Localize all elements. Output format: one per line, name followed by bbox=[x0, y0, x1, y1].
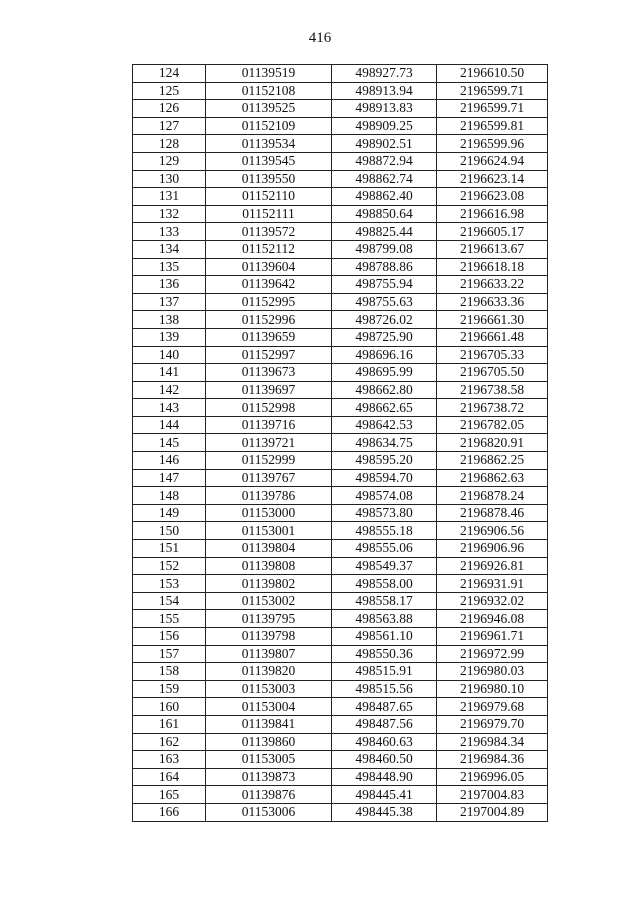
y-coordinate-cell: 2196633.22 bbox=[437, 276, 548, 294]
point-id-cell: 01153005 bbox=[206, 751, 332, 769]
x-coordinate-cell: 498558.00 bbox=[332, 575, 437, 593]
y-coordinate-cell: 2196599.81 bbox=[437, 117, 548, 135]
table-row bbox=[133, 522, 548, 540]
x-coordinate-cell: 498487.65 bbox=[332, 698, 437, 716]
table-row bbox=[133, 504, 548, 522]
x-coordinate-cell: 498825.44 bbox=[332, 223, 437, 241]
point-number-cell: 130 bbox=[133, 170, 206, 188]
x-coordinate-cell: 498696.16 bbox=[332, 346, 437, 364]
table-row bbox=[133, 628, 548, 646]
x-coordinate-cell: 498594.70 bbox=[332, 469, 437, 487]
x-coordinate-cell: 498487.56 bbox=[332, 715, 437, 733]
point-number-cell: 133 bbox=[133, 223, 206, 241]
x-coordinate-cell: 498555.06 bbox=[332, 540, 437, 558]
y-coordinate-cell: 2196979.68 bbox=[437, 698, 548, 716]
point-id-cell: 01139550 bbox=[206, 170, 332, 188]
table-row bbox=[133, 364, 548, 382]
point-id-cell: 01152108 bbox=[206, 82, 332, 100]
point-id-cell: 01139873 bbox=[206, 768, 332, 786]
point-number-cell: 140 bbox=[133, 346, 206, 364]
table-row bbox=[133, 293, 548, 311]
point-number-cell: 160 bbox=[133, 698, 206, 716]
point-number-cell: 164 bbox=[133, 768, 206, 786]
point-number-cell: 161 bbox=[133, 715, 206, 733]
table-row bbox=[133, 381, 548, 399]
table-row bbox=[133, 803, 548, 821]
point-number-cell: 148 bbox=[133, 487, 206, 505]
table-row bbox=[133, 82, 548, 100]
point-id-cell: 01139716 bbox=[206, 416, 332, 434]
table-row bbox=[133, 645, 548, 663]
point-id-cell: 01139534 bbox=[206, 135, 332, 153]
x-coordinate-cell: 498725.90 bbox=[332, 328, 437, 346]
point-id-cell: 01139876 bbox=[206, 786, 332, 804]
point-id-cell: 01139798 bbox=[206, 628, 332, 646]
x-coordinate-cell: 498460.63 bbox=[332, 733, 437, 751]
point-number-cell: 151 bbox=[133, 540, 206, 558]
y-coordinate-cell: 2196906.56 bbox=[437, 522, 548, 540]
point-number-cell: 125 bbox=[133, 82, 206, 100]
y-coordinate-cell: 2196862.25 bbox=[437, 452, 548, 470]
y-coordinate-cell: 2196618.18 bbox=[437, 258, 548, 276]
table-row bbox=[133, 65, 548, 83]
point-number-cell: 138 bbox=[133, 311, 206, 329]
point-number-cell: 162 bbox=[133, 733, 206, 751]
x-coordinate-cell: 498515.56 bbox=[332, 680, 437, 698]
point-id-cell: 01139519 bbox=[206, 65, 332, 83]
y-coordinate-cell: 2197004.89 bbox=[437, 803, 548, 821]
x-coordinate-cell: 498862.40 bbox=[332, 188, 437, 206]
y-coordinate-cell: 2196862.63 bbox=[437, 469, 548, 487]
x-coordinate-cell: 498448.90 bbox=[332, 768, 437, 786]
point-id-cell: 01139642 bbox=[206, 276, 332, 294]
y-coordinate-cell: 2196623.08 bbox=[437, 188, 548, 206]
point-number-cell: 132 bbox=[133, 205, 206, 223]
x-coordinate-cell: 498550.36 bbox=[332, 645, 437, 663]
y-coordinate-cell: 2196599.71 bbox=[437, 100, 548, 118]
y-coordinate-cell: 2196946.08 bbox=[437, 610, 548, 628]
point-id-cell: 01139545 bbox=[206, 152, 332, 170]
x-coordinate-cell: 498862.74 bbox=[332, 170, 437, 188]
point-number-cell: 154 bbox=[133, 592, 206, 610]
y-coordinate-cell: 2196605.17 bbox=[437, 223, 548, 241]
table-row bbox=[133, 469, 548, 487]
point-id-cell: 01139795 bbox=[206, 610, 332, 628]
point-number-cell: 129 bbox=[133, 152, 206, 170]
point-number-cell: 141 bbox=[133, 364, 206, 382]
y-coordinate-cell: 2196633.36 bbox=[437, 293, 548, 311]
point-number-cell: 126 bbox=[133, 100, 206, 118]
point-id-cell: 01139820 bbox=[206, 663, 332, 681]
y-coordinate-cell: 2196931.91 bbox=[437, 575, 548, 593]
x-coordinate-cell: 498902.51 bbox=[332, 135, 437, 153]
point-id-cell: 01152111 bbox=[206, 205, 332, 223]
point-number-cell: 152 bbox=[133, 557, 206, 575]
point-id-cell: 01152110 bbox=[206, 188, 332, 206]
point-id-cell: 01139841 bbox=[206, 715, 332, 733]
x-coordinate-cell: 498755.94 bbox=[332, 276, 437, 294]
point-number-cell: 127 bbox=[133, 117, 206, 135]
table-row bbox=[133, 399, 548, 417]
point-number-cell: 150 bbox=[133, 522, 206, 540]
point-id-cell: 01152109 bbox=[206, 117, 332, 135]
y-coordinate-cell: 2196661.30 bbox=[437, 311, 548, 329]
table-row bbox=[133, 258, 548, 276]
point-id-cell: 01153001 bbox=[206, 522, 332, 540]
x-coordinate-cell: 498642.53 bbox=[332, 416, 437, 434]
y-coordinate-cell: 2196705.50 bbox=[437, 364, 548, 382]
x-coordinate-cell: 498561.10 bbox=[332, 628, 437, 646]
y-coordinate-cell: 2196932.02 bbox=[437, 592, 548, 610]
table-body bbox=[133, 65, 548, 822]
x-coordinate-cell: 498549.37 bbox=[332, 557, 437, 575]
y-coordinate-cell: 2196613.67 bbox=[437, 240, 548, 258]
point-id-cell: 01153002 bbox=[206, 592, 332, 610]
point-number-cell: 135 bbox=[133, 258, 206, 276]
point-id-cell: 01139525 bbox=[206, 100, 332, 118]
point-number-cell: 166 bbox=[133, 803, 206, 821]
x-coordinate-cell: 498558.17 bbox=[332, 592, 437, 610]
point-id-cell: 01153006 bbox=[206, 803, 332, 821]
point-number-cell: 147 bbox=[133, 469, 206, 487]
page-number: 416 bbox=[308, 30, 332, 46]
x-coordinate-cell: 498755.63 bbox=[332, 293, 437, 311]
point-number-cell: 139 bbox=[133, 328, 206, 346]
y-coordinate-cell: 2196906.96 bbox=[437, 540, 548, 558]
table-row bbox=[133, 240, 548, 258]
coordinates-table bbox=[132, 64, 548, 822]
y-coordinate-cell: 2196624.94 bbox=[437, 152, 548, 170]
y-coordinate-cell: 2196738.72 bbox=[437, 399, 548, 417]
y-coordinate-cell: 2196984.36 bbox=[437, 751, 548, 769]
point-id-cell: 01152112 bbox=[206, 240, 332, 258]
y-coordinate-cell: 2196599.71 bbox=[437, 82, 548, 100]
point-id-cell: 01139767 bbox=[206, 469, 332, 487]
point-number-cell: 144 bbox=[133, 416, 206, 434]
table-row bbox=[133, 540, 548, 558]
y-coordinate-cell: 2196738.58 bbox=[437, 381, 548, 399]
point-number-cell: 165 bbox=[133, 786, 206, 804]
x-coordinate-cell: 498726.02 bbox=[332, 311, 437, 329]
y-coordinate-cell: 2196961.71 bbox=[437, 628, 548, 646]
point-id-cell: 01139721 bbox=[206, 434, 332, 452]
table-row bbox=[133, 346, 548, 364]
x-coordinate-cell: 498515.91 bbox=[332, 663, 437, 681]
point-number-cell: 156 bbox=[133, 628, 206, 646]
table-row bbox=[133, 575, 548, 593]
x-coordinate-cell: 498460.50 bbox=[332, 751, 437, 769]
x-coordinate-cell: 498913.94 bbox=[332, 82, 437, 100]
x-coordinate-cell: 498788.86 bbox=[332, 258, 437, 276]
y-coordinate-cell: 2196599.96 bbox=[437, 135, 548, 153]
point-id-cell: 01152996 bbox=[206, 311, 332, 329]
point-id-cell: 01139572 bbox=[206, 223, 332, 241]
x-coordinate-cell: 498695.99 bbox=[332, 364, 437, 382]
point-id-cell: 01152999 bbox=[206, 452, 332, 470]
point-id-cell: 01139860 bbox=[206, 733, 332, 751]
point-number-cell: 124 bbox=[133, 65, 206, 83]
x-coordinate-cell: 498445.41 bbox=[332, 786, 437, 804]
x-coordinate-cell: 498574.08 bbox=[332, 487, 437, 505]
table-row bbox=[133, 188, 548, 206]
x-coordinate-cell: 498799.08 bbox=[332, 240, 437, 258]
x-coordinate-cell: 498573.80 bbox=[332, 504, 437, 522]
point-id-cell: 01139808 bbox=[206, 557, 332, 575]
point-number-cell: 159 bbox=[133, 680, 206, 698]
x-coordinate-cell: 498872.94 bbox=[332, 152, 437, 170]
y-coordinate-cell: 2196996.05 bbox=[437, 768, 548, 786]
point-number-cell: 137 bbox=[133, 293, 206, 311]
x-coordinate-cell: 498563.88 bbox=[332, 610, 437, 628]
table-row bbox=[133, 680, 548, 698]
y-coordinate-cell: 2197004.83 bbox=[437, 786, 548, 804]
point-number-cell: 145 bbox=[133, 434, 206, 452]
point-id-cell: 01139804 bbox=[206, 540, 332, 558]
point-number-cell: 157 bbox=[133, 645, 206, 663]
table-row bbox=[133, 117, 548, 135]
point-number-cell: 153 bbox=[133, 575, 206, 593]
point-number-cell: 149 bbox=[133, 504, 206, 522]
table-row bbox=[133, 698, 548, 716]
table-row bbox=[133, 135, 548, 153]
table-row bbox=[133, 487, 548, 505]
point-id-cell: 01139786 bbox=[206, 487, 332, 505]
table-row bbox=[133, 452, 548, 470]
x-coordinate-cell: 498662.80 bbox=[332, 381, 437, 399]
x-coordinate-cell: 498634.75 bbox=[332, 434, 437, 452]
table-row bbox=[133, 276, 548, 294]
y-coordinate-cell: 2196610.50 bbox=[437, 65, 548, 83]
table-row bbox=[133, 205, 548, 223]
y-coordinate-cell: 2196984.34 bbox=[437, 733, 548, 751]
point-id-cell: 01139673 bbox=[206, 364, 332, 382]
point-id-cell: 01139659 bbox=[206, 328, 332, 346]
table-row bbox=[133, 311, 548, 329]
point-number-cell: 142 bbox=[133, 381, 206, 399]
y-coordinate-cell: 2196661.48 bbox=[437, 328, 548, 346]
table-row bbox=[133, 751, 548, 769]
point-id-cell: 01152998 bbox=[206, 399, 332, 417]
point-number-cell: 128 bbox=[133, 135, 206, 153]
table-row bbox=[133, 768, 548, 786]
table-row bbox=[133, 223, 548, 241]
y-coordinate-cell: 2196926.81 bbox=[437, 557, 548, 575]
y-coordinate-cell: 2196972.99 bbox=[437, 645, 548, 663]
point-number-cell: 131 bbox=[133, 188, 206, 206]
table-row bbox=[133, 663, 548, 681]
point-number-cell: 163 bbox=[133, 751, 206, 769]
y-coordinate-cell: 2196980.10 bbox=[437, 680, 548, 698]
table-row bbox=[133, 152, 548, 170]
point-id-cell: 01153000 bbox=[206, 504, 332, 522]
y-coordinate-cell: 2196878.46 bbox=[437, 504, 548, 522]
table-row bbox=[133, 715, 548, 733]
y-coordinate-cell: 2196878.24 bbox=[437, 487, 548, 505]
y-coordinate-cell: 2196782.05 bbox=[437, 416, 548, 434]
x-coordinate-cell: 498927.73 bbox=[332, 65, 437, 83]
table-row bbox=[133, 434, 548, 452]
point-id-cell: 01139807 bbox=[206, 645, 332, 663]
point-number-cell: 158 bbox=[133, 663, 206, 681]
y-coordinate-cell: 2196616.98 bbox=[437, 205, 548, 223]
table-row bbox=[133, 328, 548, 346]
point-id-cell: 01139802 bbox=[206, 575, 332, 593]
point-number-cell: 146 bbox=[133, 452, 206, 470]
x-coordinate-cell: 498445.38 bbox=[332, 803, 437, 821]
point-id-cell: 01139604 bbox=[206, 258, 332, 276]
x-coordinate-cell: 498662.65 bbox=[332, 399, 437, 417]
y-coordinate-cell: 2196979.70 bbox=[437, 715, 548, 733]
point-id-cell: 01152997 bbox=[206, 346, 332, 364]
x-coordinate-cell: 498555.18 bbox=[332, 522, 437, 540]
point-number-cell: 134 bbox=[133, 240, 206, 258]
x-coordinate-cell: 498595.20 bbox=[332, 452, 437, 470]
point-number-cell: 136 bbox=[133, 276, 206, 294]
y-coordinate-cell: 2196705.33 bbox=[437, 346, 548, 364]
point-number-cell: 155 bbox=[133, 610, 206, 628]
table-row bbox=[133, 557, 548, 575]
table-row bbox=[133, 416, 548, 434]
table-row bbox=[133, 786, 548, 804]
x-coordinate-cell: 498909.25 bbox=[332, 117, 437, 135]
y-coordinate-cell: 2196820.91 bbox=[437, 434, 548, 452]
y-coordinate-cell: 2196623.14 bbox=[437, 170, 548, 188]
point-id-cell: 01153004 bbox=[206, 698, 332, 716]
table-row bbox=[133, 592, 548, 610]
table-row bbox=[133, 170, 548, 188]
x-coordinate-cell: 498913.83 bbox=[332, 100, 437, 118]
table-row bbox=[133, 100, 548, 118]
point-number-cell: 143 bbox=[133, 399, 206, 417]
x-coordinate-cell: 498850.64 bbox=[332, 205, 437, 223]
point-id-cell: 01152995 bbox=[206, 293, 332, 311]
point-id-cell: 01153003 bbox=[206, 680, 332, 698]
table-row bbox=[133, 733, 548, 751]
y-coordinate-cell: 2196980.03 bbox=[437, 663, 548, 681]
point-id-cell: 01139697 bbox=[206, 381, 332, 399]
table-row bbox=[133, 610, 548, 628]
